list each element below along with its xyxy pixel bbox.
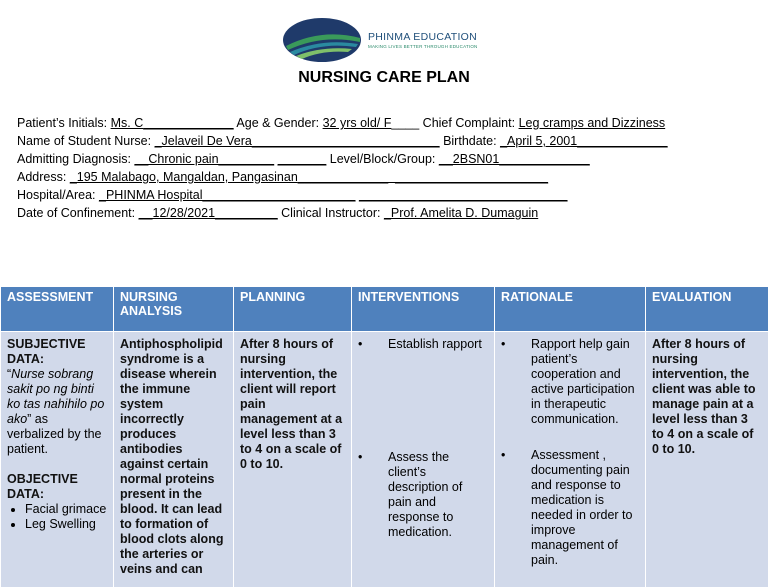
- phinma-logo: [282, 16, 512, 66]
- hospital-value: _PHINMA Hospital______________________: [99, 188, 355, 202]
- subjective-label: SUBJECTIVE DATA:: [7, 337, 107, 367]
- age-gender-pad: ____: [391, 116, 419, 130]
- logo-tagline: MAKING LIVES BETTER THROUGH EDUCATION: [368, 44, 478, 49]
- logo-brand-text: PHINMA EDUCATION: [368, 31, 477, 43]
- list-item: • Leg Swelling: [25, 517, 107, 532]
- confinement-value: __12/28/2021_________: [139, 206, 278, 220]
- address-value: _195 Malabago, Mangaldan, Pangasinan: [70, 170, 298, 184]
- instructor-label: Clinical Instructor:: [281, 206, 380, 220]
- patient-info: [17, 114, 757, 222]
- info-row-6: [17, 204, 757, 222]
- rationale-cell: [495, 332, 646, 588]
- diagnosis-pad: _______: [278, 152, 327, 166]
- header-planning: PLANNING: [234, 287, 352, 332]
- assessment-cell: [1, 332, 114, 588]
- level-label: Level/Block/Group:: [330, 152, 436, 166]
- header-evaluation: EVALUATION: [646, 287, 768, 332]
- page-title: NURSING CARE PLAN: [0, 69, 768, 87]
- bullet-icon: •: [358, 450, 362, 465]
- objective-list: [7, 502, 107, 532]
- confinement-label: Date of Confinement:: [17, 206, 135, 220]
- objective-label: OBJECTIVE DATA:: [7, 472, 107, 502]
- evaluation-cell: After 8 hours of nursing intervention, the client was able to manage pain at a level less than 3 to 4 on a scale of 0 to 10.: [646, 332, 768, 588]
- student-nurse-label: Name of Student Nurse:: [17, 134, 151, 148]
- rationale-item: • Rapport help gain patient’s cooperation and active participation in therapeutic communication.: [501, 337, 639, 427]
- bullet-icon: •: [501, 448, 505, 463]
- age-gender-value: 32 yrs old/ F: [323, 116, 392, 130]
- care-plan-table: [0, 286, 768, 588]
- header-rationale: RATIONALE: [495, 287, 646, 332]
- info-row-2: [17, 132, 757, 150]
- header-assessment: ASSESSMENT: [1, 287, 114, 332]
- info-row-3: [17, 150, 757, 168]
- list-item: • Facial grimace: [25, 502, 107, 517]
- phinma-emblem-icon: [282, 16, 362, 64]
- age-gender-label: Age & Gender:: [236, 116, 319, 130]
- subjective-data: “Nurse sobrang sakit po ng binti ko tas nahihilo po ako” as verbalized by the patient.: [7, 367, 107, 457]
- patient-initials-value: Ms. C_____________: [111, 116, 234, 130]
- table-header-row: [1, 287, 768, 332]
- chief-complaint-label: Chief Complaint:: [423, 116, 515, 130]
- subjective-quote: Nurse sobrang sakit po ng binti ko tas nahihilo po ako: [7, 367, 104, 426]
- interventions-cell: [352, 332, 495, 588]
- planning-cell: After 8 hours of nursing intervention, the client will report pain management at a level less than 3 to 4 on a scale of 0 to 10.: [234, 332, 352, 588]
- student-nurse-value: _Jelaveil De Vera___________________________: [155, 134, 440, 148]
- hospital-pad: ______________________________: [359, 188, 568, 202]
- intervention-item: • Assess the client’s description of pain and response to medication.: [358, 450, 488, 540]
- diagnosis-value: __Chronic pain________: [134, 152, 274, 166]
- instructor-value: _Prof. Amelita D. Dumaguin: [384, 206, 538, 220]
- birthdate-value: _April 5, 2001_____________: [500, 134, 668, 148]
- info-row-5: [17, 186, 757, 204]
- nursing-analysis-cell: Antiphospholipid syndrome is a disease wherein the immune system incorrectly produces antibodies against certain normal proteins present in the blood. It can lead to formation of blood clots along the arteries or veins and can: [114, 332, 234, 588]
- header-interventions: INTERVENTIONS: [352, 287, 495, 332]
- hospital-label: Hospital/Area:: [17, 188, 96, 202]
- info-row-1: [17, 114, 757, 132]
- bullet-icon: •: [358, 337, 362, 352]
- bullet-icon: •: [501, 337, 505, 352]
- level-value: __2BSN01_____________: [439, 152, 590, 166]
- info-row-4: [17, 168, 757, 186]
- address-pad: _____________ ______________________: [298, 170, 548, 184]
- address-label: Address:: [17, 170, 66, 184]
- chief-complaint-value: Leg cramps and Dizziness: [519, 116, 666, 130]
- header-nursing-analysis: NURSING ANALYSIS: [114, 287, 234, 332]
- rationale-item: • Assessment , documenting pain and response to medication is needed in order to improve management of pain.: [501, 448, 639, 568]
- table-row: [1, 332, 768, 588]
- patient-initials-label: Patient’s Initials:: [17, 116, 107, 130]
- diagnosis-label: Admitting Diagnosis:: [17, 152, 131, 166]
- intervention-item: • Establish rapport: [358, 337, 488, 352]
- birthdate-label: Birthdate:: [443, 134, 497, 148]
